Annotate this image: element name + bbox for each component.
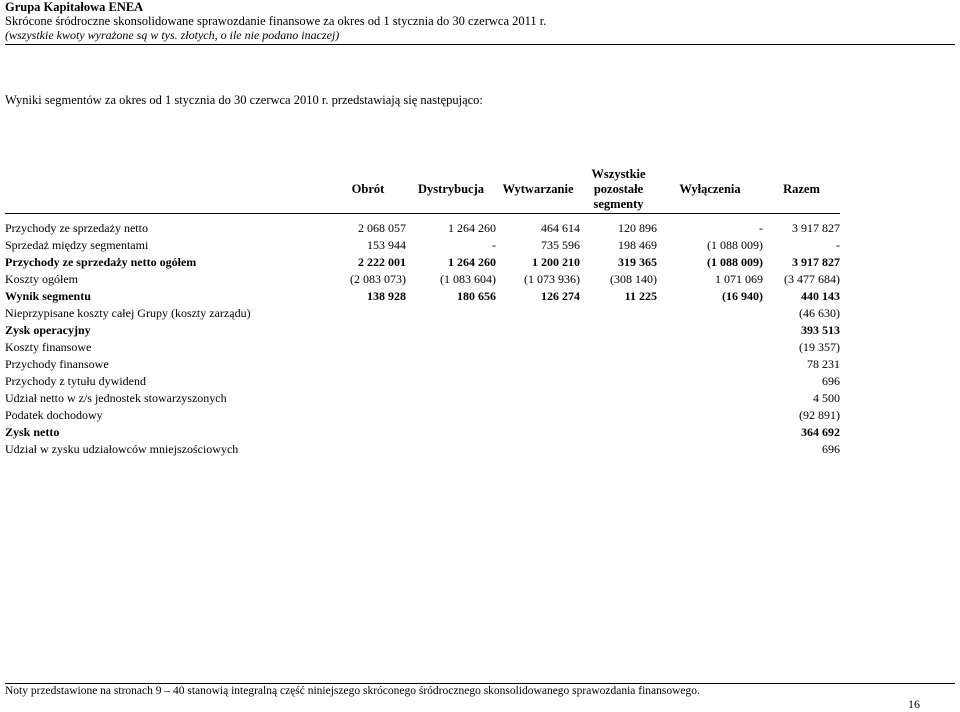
header-label-cell bbox=[5, 165, 330, 214]
row-value: (46 630) bbox=[799, 306, 840, 320]
row-value bbox=[330, 305, 406, 322]
row-value: 126 274 bbox=[541, 289, 580, 303]
row-label: Zysk operacyjny bbox=[5, 323, 91, 337]
table-row bbox=[5, 390, 840, 407]
row-value bbox=[330, 322, 406, 339]
row-value: 11 225 bbox=[624, 289, 657, 303]
row-label: Koszty ogółem bbox=[5, 272, 78, 286]
column-header-razem: Razem bbox=[783, 181, 820, 196]
row-value bbox=[406, 407, 496, 424]
row-value bbox=[580, 305, 657, 322]
column-header-dystrybucja: Dystrybucja bbox=[418, 181, 484, 196]
report-subtitle: Skrócone śródroczne skonsolidowane sprawozdanie finansowe za okres od 1 stycznia do 30 czerwca 2011 r. bbox=[5, 14, 547, 28]
row-value bbox=[406, 424, 496, 441]
row-value bbox=[330, 356, 406, 373]
row-value: (16 940) bbox=[722, 289, 763, 303]
row-value bbox=[496, 322, 580, 339]
row-value bbox=[496, 339, 580, 356]
row-value bbox=[330, 339, 406, 356]
table-row bbox=[5, 254, 840, 271]
row-label: Przychody ze sprzedaży netto bbox=[5, 221, 148, 235]
row-value: 198 469 bbox=[618, 238, 657, 252]
row-value bbox=[657, 356, 763, 373]
row-value: (1 073 936) bbox=[524, 272, 580, 286]
row-value bbox=[496, 390, 580, 407]
row-value: 1 200 210 bbox=[532, 255, 580, 269]
row-label: Nieprzypisane koszty całej Grupy (koszty zarządu) bbox=[5, 306, 251, 320]
row-value: 120 896 bbox=[618, 221, 657, 235]
row-value bbox=[657, 424, 763, 441]
row-value: (1 083 604) bbox=[440, 272, 496, 286]
column-header-wylaczenia: Wyłączenia bbox=[679, 181, 741, 196]
table-row bbox=[5, 441, 840, 458]
table-row bbox=[5, 288, 840, 305]
row-value: 1 071 069 bbox=[715, 272, 763, 286]
table-row bbox=[5, 322, 840, 339]
row-label: Sprzedaż między segmentami bbox=[5, 238, 149, 252]
table-row bbox=[5, 271, 840, 288]
row-value bbox=[580, 322, 657, 339]
table-row bbox=[5, 237, 840, 254]
row-label: Zysk netto bbox=[5, 425, 60, 439]
row-value: 464 614 bbox=[541, 221, 580, 235]
row-value bbox=[406, 373, 496, 390]
table-row bbox=[5, 373, 840, 390]
company-name: Grupa Kapitałowa ENEA bbox=[5, 0, 144, 14]
row-value bbox=[580, 424, 657, 441]
row-value bbox=[657, 373, 763, 390]
row-value bbox=[330, 424, 406, 441]
table-row bbox=[5, 305, 840, 322]
row-value bbox=[406, 339, 496, 356]
table-row bbox=[5, 339, 840, 356]
column-header-obrot: Obrót bbox=[351, 181, 385, 196]
row-label: Koszty finansowe bbox=[5, 340, 92, 354]
row-value: 78 231 bbox=[807, 357, 840, 371]
row-label: Podatek dochodowy bbox=[5, 408, 103, 422]
table-row bbox=[5, 220, 840, 237]
row-value bbox=[657, 322, 763, 339]
row-label: Udział w zysku udziałowców mniejszościowych bbox=[5, 442, 239, 456]
row-value: 735 596 bbox=[541, 238, 580, 252]
row-value: 2 222 001 bbox=[358, 255, 406, 269]
row-value: 319 365 bbox=[618, 255, 657, 269]
intro-text: Wyniki segmentów za okres od 1 stycznia do 30 czerwca 2010 r. przedstawiają się następująco: bbox=[5, 93, 483, 107]
row-value bbox=[657, 339, 763, 356]
row-value: 1 264 260 bbox=[448, 221, 496, 235]
table-row bbox=[5, 407, 840, 424]
footer-note: Noty przedstawione na stronach 9 – 40 stanowią integralną część niniejszego skróconego śródrocznego skonsolidowanego sprawozdania finansowego. bbox=[5, 683, 955, 697]
row-value: 440 143 bbox=[801, 289, 840, 303]
row-value: (92 891) bbox=[799, 408, 840, 422]
row-label: Przychody finansowe bbox=[5, 357, 109, 371]
amounts-note: (wszystkie kwoty wyrażone są w tys. złotych, o ile nie podano inaczej) bbox=[5, 28, 340, 42]
row-value: (2 083 073) bbox=[350, 272, 406, 286]
column-header-pozostale: Wszystkie pozostałe segmenty bbox=[591, 166, 646, 211]
row-value bbox=[330, 441, 406, 458]
row-value: (19 357) bbox=[799, 340, 840, 354]
row-value: - bbox=[492, 238, 496, 252]
row-value bbox=[406, 441, 496, 458]
column-header-wytwarzanie: Wytwarzanie bbox=[502, 181, 574, 196]
row-value: 696 bbox=[822, 374, 840, 388]
row-value: 364 692 bbox=[801, 425, 840, 439]
row-value bbox=[657, 390, 763, 407]
table-header-row bbox=[5, 165, 840, 214]
row-value: 3 917 827 bbox=[792, 255, 840, 269]
row-value: - bbox=[759, 221, 763, 235]
row-value: 4 500 bbox=[813, 391, 840, 405]
row-value: 153 944 bbox=[367, 238, 406, 252]
row-value bbox=[657, 407, 763, 424]
row-value: 1 264 260 bbox=[448, 255, 496, 269]
row-value bbox=[496, 441, 580, 458]
row-value bbox=[580, 390, 657, 407]
row-value bbox=[496, 407, 580, 424]
row-value: 696 bbox=[822, 442, 840, 456]
table-row bbox=[5, 424, 840, 441]
row-value bbox=[406, 322, 496, 339]
row-value bbox=[330, 407, 406, 424]
document-header bbox=[5, 1, 955, 45]
table-body bbox=[5, 214, 840, 459]
row-label: Przychody ze sprzedaży netto ogółem bbox=[5, 255, 197, 269]
row-value bbox=[330, 373, 406, 390]
row-value bbox=[580, 441, 657, 458]
row-value: (3 477 684) bbox=[784, 272, 840, 286]
row-label: Udział netto w z/s jednostek stowarzyszonych bbox=[5, 391, 227, 405]
row-label: Wynik segmentu bbox=[5, 289, 91, 303]
row-value: 138 928 bbox=[367, 289, 406, 303]
row-value: - bbox=[836, 238, 840, 252]
row-value bbox=[657, 441, 763, 458]
row-value bbox=[406, 305, 496, 322]
page-number: 16 bbox=[908, 697, 920, 711]
row-value: (1 088 009) bbox=[707, 255, 763, 269]
row-value: (1 088 009) bbox=[707, 238, 763, 252]
row-value bbox=[580, 373, 657, 390]
row-value bbox=[657, 305, 763, 322]
row-value bbox=[406, 390, 496, 407]
row-value bbox=[496, 373, 580, 390]
row-value bbox=[330, 390, 406, 407]
row-value bbox=[406, 356, 496, 373]
row-value: 3 917 827 bbox=[792, 221, 840, 235]
row-value bbox=[496, 356, 580, 373]
row-value bbox=[496, 305, 580, 322]
row-value bbox=[580, 407, 657, 424]
row-value bbox=[496, 424, 580, 441]
row-label: Przychody z tytułu dywidend bbox=[5, 374, 146, 388]
row-value bbox=[580, 339, 657, 356]
segment-results-table bbox=[5, 165, 840, 458]
row-value: 393 513 bbox=[801, 323, 840, 337]
table-row bbox=[5, 356, 840, 373]
row-value: (308 140) bbox=[610, 272, 657, 286]
row-value bbox=[580, 356, 657, 373]
row-value: 2 068 057 bbox=[358, 221, 406, 235]
row-value: 180 656 bbox=[457, 289, 496, 303]
